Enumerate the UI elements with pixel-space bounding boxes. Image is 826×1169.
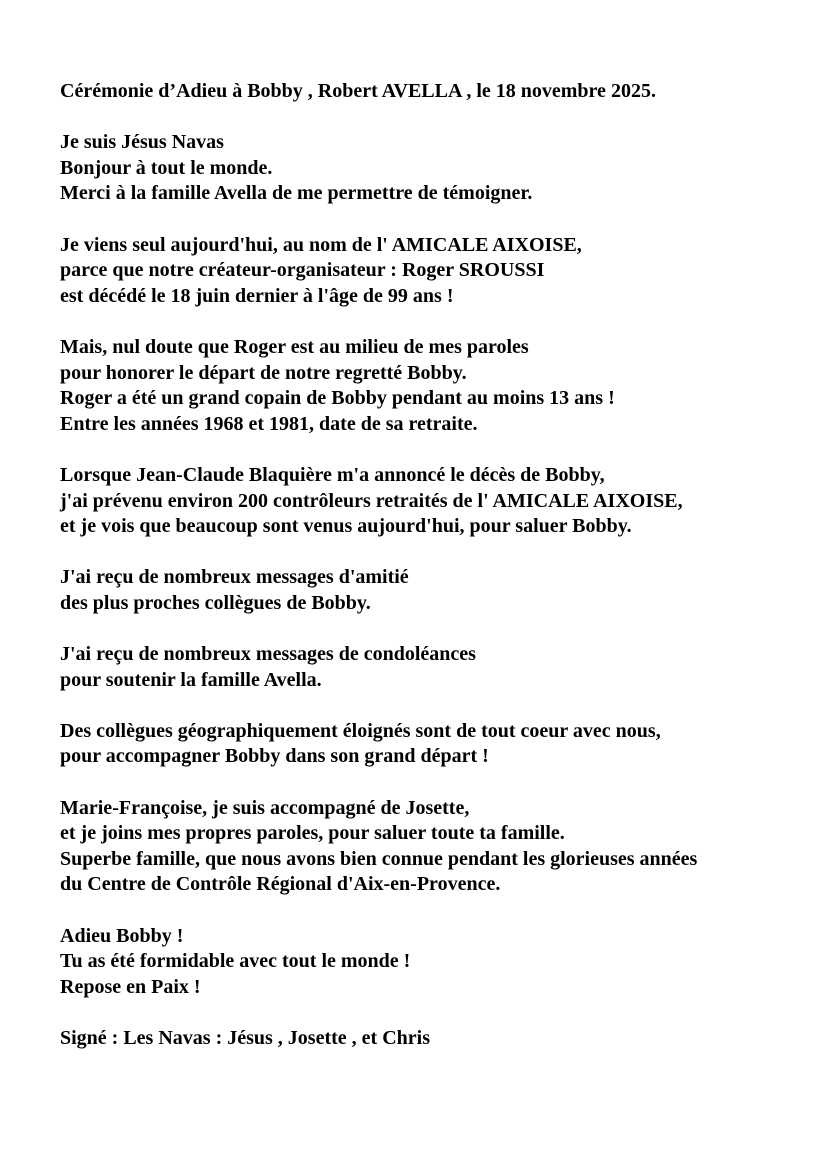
paragraph — [60, 796, 786, 898]
text-line: Bonjour à tout le monde. — [60, 156, 273, 179]
text-line: Marie-Françoise, je suis accompagné de Josette, — [60, 796, 470, 819]
text-line: des plus proches collègues de Bobby. — [60, 591, 371, 614]
paragraph — [60, 463, 786, 540]
text-line: Adieu Bobby ! — [60, 924, 184, 947]
text-line: Des collègues géographiquement éloignés sont de tout coeur avec nous, — [60, 719, 661, 742]
text-line: du Centre de Contrôle Régional d'Aix-en-Provence. — [60, 873, 501, 896]
text-line: Signé : Les Navas : Jésus , Josette , et Chris — [60, 1026, 430, 1049]
paragraph — [60, 335, 786, 437]
text-line: Repose en Paix ! — [60, 975, 201, 998]
text-line: et je joins mes propres paroles, pour saluer toute ta famille. — [60, 822, 565, 845]
paragraph — [60, 719, 786, 770]
text-line: Tu as été formidable avec tout le monde ! — [60, 950, 411, 973]
text-line: J'ai reçu de nombreux messages de condoléances — [60, 643, 476, 666]
text-line: pour accompagner Bobby dans son grand départ ! — [60, 745, 489, 768]
document-title-paragraph — [60, 79, 786, 105]
text-line: pour soutenir la famille Avella. — [60, 668, 322, 691]
text-line: Mais, nul doute que Roger est au milieu de mes paroles — [60, 335, 529, 358]
text-line: Merci à la famille Avella de me permettre de témoigner. — [60, 182, 533, 205]
text-line: parce que notre créateur-organisateur : Roger SROUSSI — [60, 259, 545, 282]
paragraph — [60, 233, 786, 310]
text-line: pour honorer le départ de notre regretté Bobby. — [60, 361, 467, 384]
text-line: Entre les années 1968 et 1981, date de sa retraite. — [60, 412, 478, 435]
text-line: Superbe famille, que nous avons bien connue pendant les glorieuses années — [60, 847, 698, 870]
document-title: Cérémonie d’Adieu à Bobby , Robert AVELLA , le 18 novembre 2025. — [60, 80, 656, 102]
text-line: Je suis Jésus Navas — [60, 131, 224, 154]
text-line: Je viens seul aujourd'hui, au nom de l' AMICALE AIXOISE, — [60, 233, 582, 256]
paragraph — [60, 130, 786, 207]
text-line: Roger a été un grand copain de Bobby pendant au moins 13 ans ! — [60, 387, 615, 410]
paragraph — [60, 924, 786, 1001]
paragraph — [60, 642, 786, 693]
paragraph — [60, 565, 786, 616]
text-line: J'ai reçu de nombreux messages d'amitié — [60, 566, 409, 589]
text-line: j'ai prévenu environ 200 contrôleurs retraités de l' AMICALE AIXOISE, — [60, 489, 683, 512]
text-line: Lorsque Jean-Claude Blaquière m'a annoncé le décès de Bobby, — [60, 463, 605, 486]
document-body — [60, 79, 786, 1052]
text-line: est décédé le 18 juin dernier à l'âge de 99 ans ! — [60, 284, 454, 307]
text-line: et je vois que beaucoup sont venus aujourd'hui, pour saluer Bobby. — [60, 515, 632, 538]
paragraph — [60, 1026, 786, 1052]
